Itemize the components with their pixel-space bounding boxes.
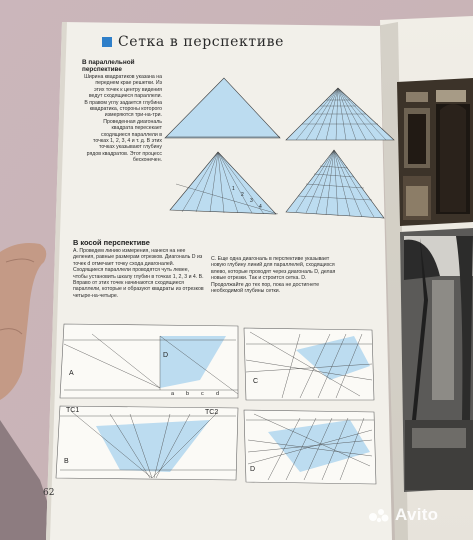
fig-label-tc1: TC1 xyxy=(66,407,80,414)
avito-logo-icon xyxy=(368,507,392,523)
avito-brand: Avito xyxy=(395,505,439,524)
scale-label: a xyxy=(171,391,175,397)
depth-number: 1 xyxy=(232,186,235,192)
parallel-text: Ширина квадратиков указана на переднем крае решетки. Из этих точек к центру видения ведут сходящиеся параллели. В правом углу задается глубина квадратика, стороны которого измеряются три-на-три. Проведенная диагональ квадрата пересекает сходящиеся параллели в точках 1, 2, 3, 4 и т. д. В этих точках указывают глубину рядов квадратов. Этот процесс бесконечен. xyxy=(84,74,162,164)
scale-label: b xyxy=(186,391,190,397)
oblique-text-left: А. Проведем линию измерения, нанеся на нее деления, равные размерам отрезков. Диагональ D из точек d отмечает точку схода диагоналей. Сходящиеся параллели проводятся чуть левее, чтобы установить шкалу глубин в точках 1, 2, 3 и 4. В. Вправо от этих точек начинаются сходящиеся параллели, которые и образуют квадраты из отрезков четыре-на-четыре. xyxy=(73,248,204,299)
fig-label-b: B xyxy=(64,458,69,465)
page-number: 62 xyxy=(43,488,55,498)
fig-label-diag-d: D xyxy=(163,352,169,359)
depth-number: 2 xyxy=(241,192,244,198)
fig-label-c: C xyxy=(253,378,259,385)
fig-label-a: A xyxy=(69,370,74,377)
oblique-text-right: С. Еще одна диагональ в перспективе указывает новую глубину линий для параллелей, сходящихся влево, которые проходят через диагональ D, делая новые отрезки. Так и строится сетка. D. Продолжайте до тех пор, пока не достигнете необходимой глубины сетки. xyxy=(211,256,336,295)
depth-number: 4 xyxy=(259,204,262,210)
section-title: Сетка в перспективе xyxy=(118,34,285,50)
fig-label-d: D xyxy=(250,466,256,473)
avito-watermark xyxy=(368,505,438,525)
parallel-heading: В параллельной перспективе xyxy=(82,59,135,73)
fig-label-tc2: TC2 xyxy=(205,409,219,416)
scale-label: d xyxy=(216,391,220,397)
scale-label: c xyxy=(201,391,204,397)
depth-number: 3 xyxy=(250,198,253,204)
oblique-heading: В косой перспективе xyxy=(73,238,150,247)
